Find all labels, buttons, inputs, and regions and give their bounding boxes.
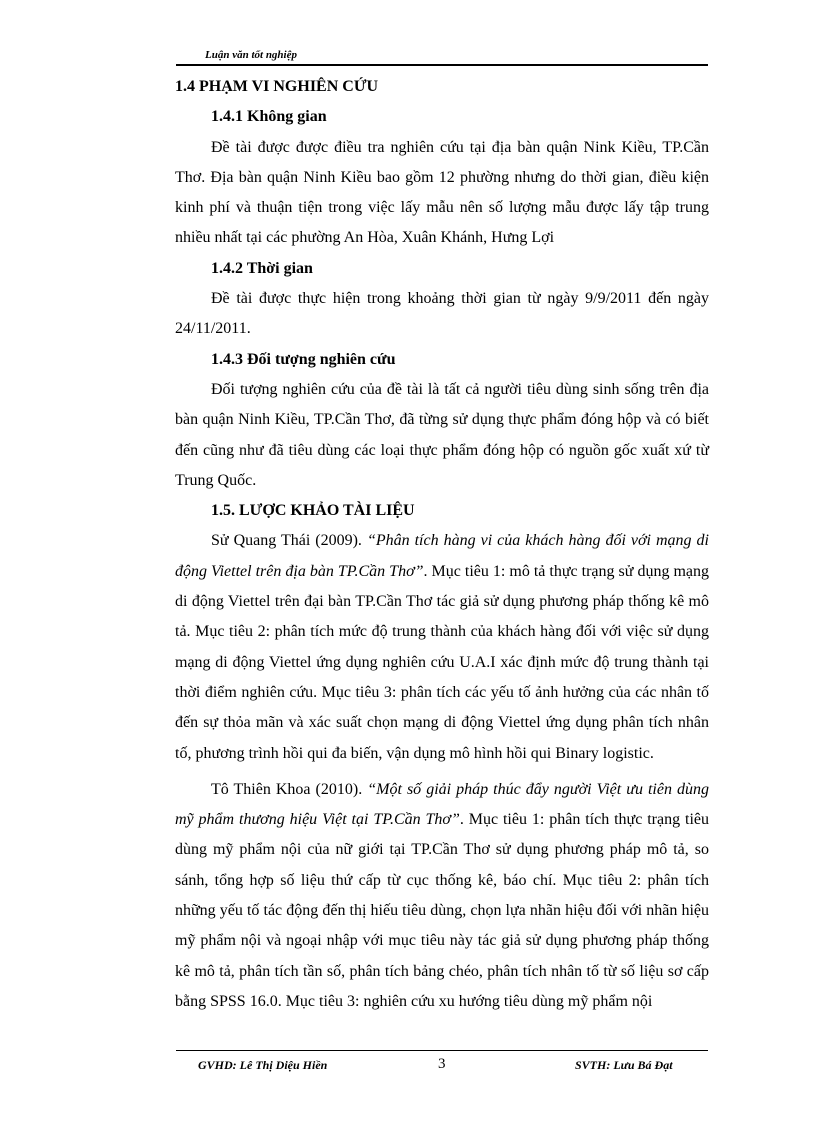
literature-2-work-title: “Một số giải pháp thúc đẩy người Việt ưu tiên dùng mỹ phẩm thương hiệu Việt tại TP.Cần Thơ” [175, 780, 709, 829]
footer-advisor: GVHD: Lê Thị Diệu Hiền [198, 1058, 328, 1072]
footer-rule [176, 1050, 708, 1051]
literature-2-text: . Mục tiêu 1: phân tích thực trạng tiêu dùng mỹ phẩm nội của nữ giới tại TP.Cần Thơ sử dụng phương pháp mô tả, so sánh, tổng hợp số liệu thứ cấp từ cục thống kê, báo chí. Mục tiêu 2: phân tích những yếu tố tác động đến thị hiếu tiêu dùng, chọn lựa nhãn hiệu đối với nhãn hiệu mỹ phẩm nội và ngoại nhập với mục tiêu này tác giả sử dụng phương pháp thống kê mô tả, phân tích tần số, phân tích bảng chéo, phân tích nhân tố từ số liệu sơ cấp bằng SPSS 16.0. Mục tiêu 3: nghiên cứu xu hướng tiêu dùng mỹ phẩm nội [175, 811, 709, 1010]
section-1-4-3-paragraph: Đối tượng nghiên cứu của đề tài là tất cả người tiêu dùng sinh sống trên địa bàn quận Ninh Kiều, TP.Cần Thơ, đã từng sử dụng thực phẩm đóng hộp và có biết đến cũng như đã tiêu dùng các loại thực phẩm đóng hộp có nguồn gốc xuất xứ từ Trung Quốc. [175, 380, 709, 489]
literature-1-author: Sử Quang Thái (2009). [211, 532, 367, 550]
footer-student: SVTH: Lưu Bá Đạt [575, 1058, 673, 1072]
section-1-4-3-heading: 1.4.3 Đối tượng nghiên cứu [211, 350, 396, 368]
section-1-5-heading: 1.5. LƯỢC KHẢO TÀI LIỆU [211, 502, 415, 520]
literature-1-work-title: “Phân tích hàng vi của khách hàng đối với mạng di động Viettel trên địa bàn TP.Cần Thơ” [175, 532, 710, 580]
literature-paragraph-1 [175, 526, 709, 768]
footer-page-number: 3 [438, 1056, 446, 1072]
section-1-4-1-paragraph: Đề tài được được điều tra nghiên cứu tại địa bàn quận Nink Kiều, TP.Cần Thơ. Địa bàn quận Ninh Kiều bao gồm 12 phường nhưng do thời gian, điều kiện kinh phí và thuận tiện trong việc lấy mẫu nên số lượng mẫu được lấy tập trung nhiều nhất tại các phường An Hòa, Xuân Khánh, Hưng Lợi [175, 138, 709, 247]
header-rule [176, 64, 708, 66]
section-1-4-1-heading: 1.4.1 Không gian [211, 108, 327, 126]
page-body [175, 72, 709, 1017]
header-title: Luận văn tốt nghiệp [205, 49, 297, 61]
literature-2-author: Tô Thiên Khoa (2010). [211, 780, 368, 798]
literature-1-text: . Mục tiêu 1: mô tả thực trạng sử dụng mạng di động Viettel trên đại bàn TP.Cần Thơ tác giả sử dụng phương pháp thống kê mô tả. Mục tiêu 2: phân tích mức độ trung thành của khách hàng đối với việc sử dụng mạng di động Viettel ứng dụng nghiên cứu U.A.I xác định mức độ trung thành tại thời điểm nghiên cứu. Mục tiêu 3: phân tích các yếu tố ảnh hưởng của các nhân tố đến sự thỏa mãn và xác suất chọn mạng di động Viettel ứng dụng phân tích nhân tố, phương trình hồi qui đa biến, vận dụng mô hình hồi qui Binary logistic. [175, 562, 710, 762]
section-1-4-2-paragraph: Đề tài được thực hiện trong khoảng thời gian từ ngày 9/9/2011 đến ngày 24/11/2011. [175, 290, 709, 338]
section-1-4-2-heading: 1.4.2 Thời gian [211, 259, 313, 277]
literature-paragraph-2 [175, 775, 709, 1017]
section-1-4-heading: 1.4 PHẠM VI NGHIÊN CỨU [175, 78, 379, 95]
